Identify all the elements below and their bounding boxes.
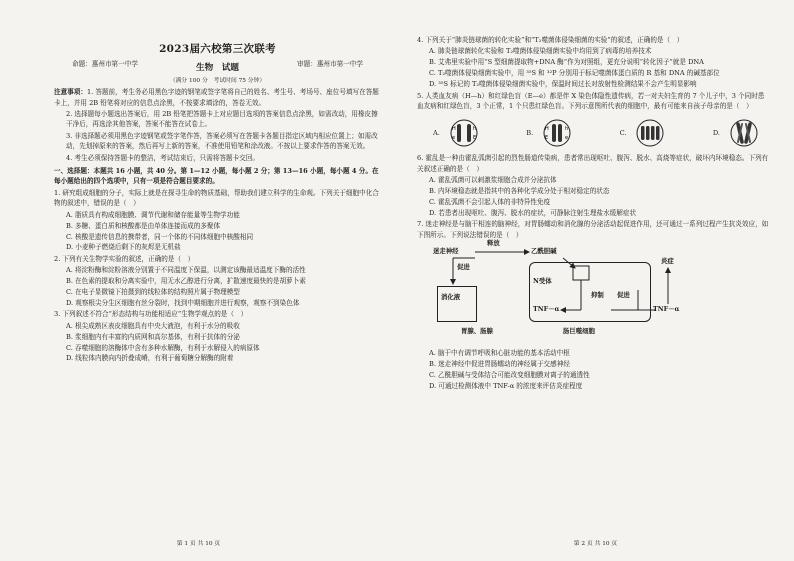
option-a: A. 根尖成熟区表皮细胞具有中央大液泡，有利于水分的吸收 (66, 321, 240, 330)
option-a: A. 将淀粉酶和淀粉溶液分别置于不同温度下保温，以测定该酶最适温度下酶的活性 (66, 266, 306, 275)
release-label: 释放 (487, 239, 500, 248)
question-2 (54, 254, 381, 309)
ach-label: 乙酰胆碱 (531, 247, 557, 256)
question-1 (54, 188, 381, 253)
option-a: A. 脂质具有构成细胞膜、调节代谢和储存能量等生物学功能 (66, 210, 240, 219)
author-line (54, 59, 381, 75)
option-b: B. 艾弗里实验中用“S 型细菌提取物+DNA 酶”作为对照组，更充分说明“转化因子”就是 DNA (429, 58, 704, 67)
option-b: B. 浆细胞内有丰富的内质网和高尔基体，有利于抗体的分泌 (66, 332, 240, 341)
author-right: 审题：惠州市第一中学 (297, 60, 363, 69)
option-a: A. 肺炎链球菌转化实验和 T₂噬菌体侵染细菌实验中均用到了病毒的培养技术 (429, 47, 652, 56)
cell-choice-d (713, 118, 764, 148)
vagus-nerve-diagram (433, 239, 693, 344)
notes-block (54, 87, 381, 108)
cell-diagram-icon (724, 118, 764, 148)
right-page (397, 0, 794, 561)
receptor-label: N受体 (533, 277, 552, 286)
cell-choice-a (433, 118, 484, 148)
note-3: 3. 非选择题必须用黑色字迹钢笔或签字笔作答，答案必须写在答题卡各题目指定区域内相应位置上；如需改动，先划掉原来的答案，然后再写上新的答案，不准使用铅笔和涂改液。不按以上要求作答的答案无效。 (66, 131, 378, 151)
gene-label: H (451, 126, 456, 133)
note-1: 1. 答题前，考生务必用黑色字迹的钢笔或签字笔将自己的姓名、考生号、考场号、座位号填写在答题卡上，并用 2B 铅笔将对应的信息点涂黑，不按要求填涂的，答卷无效。 (54, 88, 379, 107)
option-c: C. 霍乱弧菌不会引起人体的非特异性免疫 (429, 197, 551, 206)
gene-label: E (545, 135, 549, 142)
score-line: （满分 100 分 考试时间 75 分钟） (169, 77, 266, 84)
stomach-label: 胃腺、肠腺 (461, 327, 493, 336)
choice-label: B. (526, 129, 534, 138)
question-7 (417, 219, 770, 391)
question-6 (417, 153, 770, 218)
question-stem: 3. 下列叙述不符合“形态结构与功能相适应”生物学观点的是（ ） (54, 310, 248, 319)
option-c: C. 在电子显微镜下拍摄到的线粒体的结构照片属于物理模型 (66, 288, 240, 297)
cell-choice-c (620, 118, 671, 148)
page-footer: 第 2 页 共 10 页 (573, 540, 618, 547)
option-d: D. 线粒体内膜向内折叠成嵴，有利于葡萄糖分解酶的附着 (66, 354, 234, 363)
question-stem: 7. 迷走神经是与脑干相连的脑神经，对胃肠蠕动和消化腺的分泌活动起促进作用，还可通过一系列过程产生抗炎效应，如下图所示。下列说法错误的是（ ） (417, 220, 769, 239)
option-a: A. 脑干中有调节呼吸和心脏功能的基本活动中枢 (429, 349, 570, 358)
question-5 (417, 91, 770, 153)
question-stem: 6. 霍乱是一种由霍乱弧菌引起的烈性肠道传染病，患者常出现呕吐、腹泻、脱水、高烧等症状，破坏内环境稳态。下列有关叙述正确的是（ ） (417, 154, 769, 173)
choice-label: C. (619, 129, 627, 138)
section-heading: 一、选择题：本题共 16 小题，共 40 分。第 1—12 小题，每小题 2 分；第 13—16 小题，每小题 4 分。在每小题给出的四个选项中，只有一项是符合题目要求的。 (54, 167, 379, 186)
option-c: C. 乙酰胆碱与受体结合可能改变细胞膜对离子的通透性 (429, 370, 590, 379)
gene-label: e (565, 135, 569, 142)
choice-label: D. (712, 129, 720, 138)
author-left: 命题：惠州市第一中学 (72, 60, 138, 69)
question-stem: 1. 研究组成细胞的分子，实际上就是在探寻生命的物质基础，帮助我们建立科学的生命观。下列关于细胞中化合物的叙述中，错误的是（ ） (54, 188, 379, 208)
cell-diagram-icon (630, 118, 670, 148)
cell-choices (417, 112, 770, 152)
gene-label: h (472, 126, 477, 133)
option-d: D. ³⁵S 标记的 T₂噬菌体侵染细菌实验中，保温时间过长对放射性检测结果不会产生明显影响 (429, 80, 697, 89)
option-b: B. 多糖、蛋白质和核酸都是由单体连接而成的多聚体 (66, 221, 221, 230)
gene-label: H (545, 126, 549, 133)
option-c: C. T₂噬菌体侵染细菌实验中，用 ³⁵S 和 ³²P 分别用于标记噬菌体蛋白质的 R 基和 DNA 的碱基部位 (429, 69, 720, 78)
option-c: C. 吞噬细胞的溶酶体中含有多种水解酶，有利于水解侵入的病原体 (66, 343, 260, 352)
question-stem: 2. 下列有关生物学实验的叙述，正确的是（ ） (54, 254, 195, 263)
notes-label: 注意事项： (54, 88, 87, 97)
cell-diagram-icon (537, 118, 577, 148)
question-stem: 5. 人类血友病（H—h）和红绿色盲（E—e）都是伴 X 染色体隐性遗传病，若一对夫妇生育的 7 个儿子中，3 个同时患血友病和红绿色盲，3 个正常，1 个只患红绿色盲。下列示意图所代表的细胞中，最有可能来自孩子母亲的是（ ） (417, 91, 765, 110)
question-4 (417, 35, 770, 90)
option-b: B. 在色素的提取和分离实验中，用无水乙醇进行分离，扩散速度最快的是胡萝卜素 (66, 277, 306, 286)
gene-label: h (565, 126, 569, 133)
question-3 (54, 309, 381, 364)
gene-label: e (451, 135, 455, 142)
subject-title: 生物 试题 (196, 63, 239, 74)
macrophage-label: 肠巨噬细胞 (563, 327, 595, 336)
option-b: B. 迷走神经中促进胃肠蠕动的神经属于交感神经 (429, 360, 570, 368)
gene-label: E (472, 135, 477, 142)
choice-label: A. (433, 129, 440, 138)
page-footer: 第 1 页 共 10 页 (176, 540, 221, 547)
option-a: A. 霍乱弧菌可以刺激浆细胞合成并分泌抗体 (429, 176, 557, 185)
inflammation-label: 炎症 (661, 257, 674, 266)
note-2: 2. 选择题每小题选出答案后，用 2B 铅笔把答题卡上对应题目选项的答案信息点涂黑，如需改动，用橡皮擦干净后，再选涂其他答案，答案不能答在试卷上。 (66, 110, 378, 129)
promote-label: 促进 (457, 263, 470, 272)
cell-choice-b (526, 118, 577, 148)
option-d: D. 观察根尖分生区细胞有丝分裂时，找到中期细胞并进行观察，观察不到染色体 (66, 298, 300, 307)
option-d: D. 若患者出现呕吐、腹泻、脱水的症状，可静脉注射生理盐水缓解症状 (429, 208, 637, 217)
option-d: D. 小麦种子燃烧后剩下的灰烬是无机盐 (66, 243, 181, 252)
tnf-label: TNF－α (533, 305, 560, 314)
question-stem: 4. 下列关于“肺炎链球菌的转化实验”和“T₂噬菌体侵染细菌的实验”的叙述，正确的是（ ） (417, 36, 684, 44)
option-d: D. 可通过检测体液中 TNF-α 的浓度来评估炎症程度 (429, 381, 583, 390)
option-c: C. 核酸是遗传信息的携带者，同一个体的不同体细胞中核酸相同 (66, 232, 254, 241)
note-4: 4. 考生必须保持答题卡的整洁，考试结束后，只需将答题卡交回。 (66, 153, 260, 162)
exam-title: 2023届六校第三次联考 (159, 43, 276, 55)
tnf-label: TNF－α (653, 305, 680, 314)
digestive-label: 消化液 (441, 293, 461, 302)
promote-label: 促进 (617, 291, 630, 300)
option-b: B. 内环境稳态就是指其中的各种化学成分处于相对稳定的状态 (429, 187, 610, 196)
vagus-label: 迷走神经 (433, 247, 459, 256)
cell-diagram-icon (444, 118, 484, 148)
inhibit-label: 抑制 (591, 291, 604, 300)
